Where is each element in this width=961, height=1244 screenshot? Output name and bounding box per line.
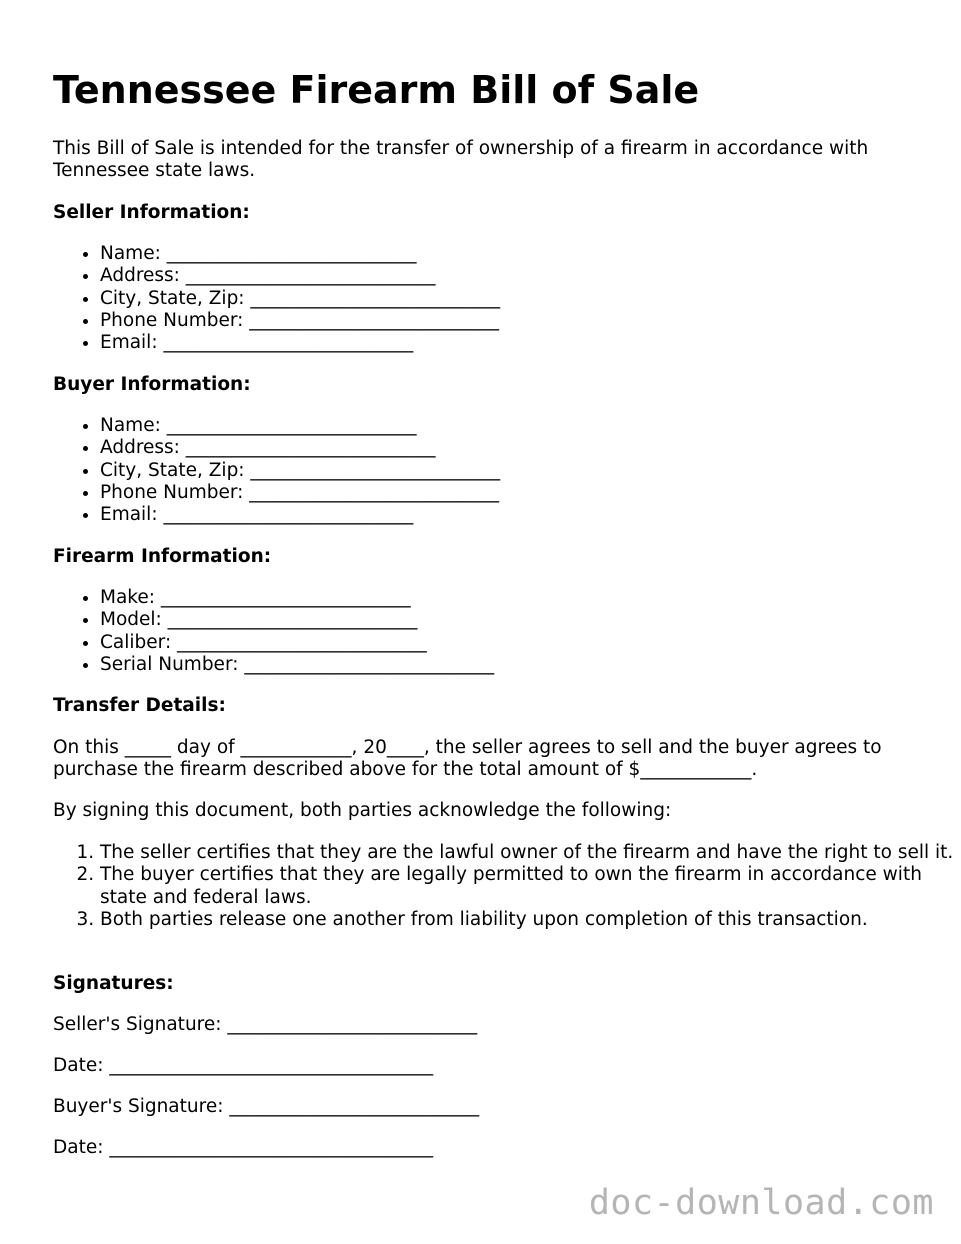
buyer-name-field[interactable]: • Name: ___________________________ — [100, 415, 500, 437]
seller-fields-list — [53, 243, 500, 354]
seller-phone-field[interactable]: • Phone Number: ___________________________ — [100, 310, 500, 332]
seller-signature-field[interactable]: Seller's Signature: ___________________________ — [53, 1014, 478, 1035]
seller-name-field[interactable]: • Name: ___________________________ — [100, 243, 500, 265]
firearm-model-field[interactable]: • Model: ___________________________ — [100, 609, 494, 631]
intro-paragraph: This Bill of Sale is intended for the transfer of ownership of a firearm in accordance with Tennessee state laws. — [53, 138, 869, 182]
term-item: 3. Both parties release one another from liability upon completion of this transaction. — [100, 909, 955, 931]
seller-date-field[interactable]: Date: ___________________________________ — [53, 1055, 434, 1076]
firearm-serial-number-field[interactable]: • Serial Number: ___________________________ — [100, 654, 494, 676]
firearm-make-field[interactable]: • Make: ___________________________ — [100, 587, 494, 609]
seller-address-field[interactable]: • Address: ___________________________ — [100, 265, 500, 287]
page-title: Tennessee Firearm Bill of Sale — [53, 68, 700, 112]
buyer-city-state-zip-field[interactable]: • City, State, Zip: ___________________________ — [100, 460, 500, 482]
buyer-date-field[interactable]: Date: ___________________________________ — [53, 1137, 434, 1158]
firearm-caliber-field[interactable]: • Caliber: ___________________________ — [100, 632, 494, 654]
buyer-fields-list — [53, 415, 500, 526]
term-item: 2. The buyer certifies that they are legally permitted to own the firearm in accordance with state and federal laws. — [100, 864, 955, 909]
seller-email-field[interactable]: • Email: ___________________________ — [100, 332, 500, 354]
term-item: 1. The seller certifies that they are the lawful owner of the firearm and have the right to sell it. — [100, 842, 955, 864]
buyer-email-field[interactable]: • Email: ___________________________ — [100, 504, 500, 526]
transfer-heading: Transfer Details: — [53, 695, 226, 716]
terms-list — [53, 842, 955, 931]
transfer-paragraph: On this _____ day of ____________, 20____, the seller agrees to sell and the buyer agrees to purchase the firearm described above for the total amount of $____________. — [53, 737, 882, 781]
watermark: doc-download.com — [588, 1183, 934, 1223]
firearm-fields-list — [53, 587, 494, 676]
buyer-phone-field[interactable]: • Phone Number: ___________________________ — [100, 482, 500, 504]
acknowledge-paragraph: By signing this document, both parties acknowledge the following: — [53, 800, 672, 821]
firearm-heading: Firearm Information: — [53, 546, 272, 567]
buyer-heading: Buyer Information: — [53, 374, 251, 395]
buyer-signature-field[interactable]: Buyer's Signature: ___________________________ — [53, 1096, 480, 1117]
seller-heading: Seller Information: — [53, 202, 250, 223]
buyer-address-field[interactable]: • Address: ___________________________ — [100, 437, 500, 459]
signatures-heading: Signatures: — [53, 973, 174, 994]
seller-city-state-zip-field[interactable]: • City, State, Zip: ___________________________ — [100, 288, 500, 310]
